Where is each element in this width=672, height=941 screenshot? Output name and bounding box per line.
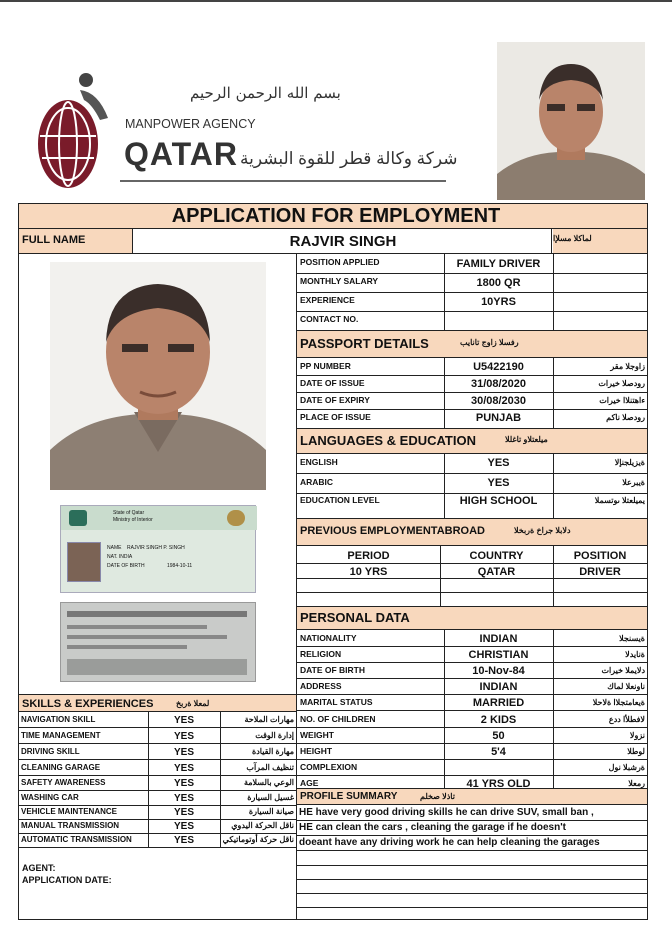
rule (297, 907, 647, 908)
passport-row-arabic: زاوجلا مقر (610, 362, 645, 371)
passport-title-arabic: رفسلا زاوج تانايب (460, 338, 519, 347)
passport-row-label: PP NUMBER (300, 361, 351, 371)
personal-row-label: HEIGHT (300, 746, 333, 756)
skill-label: DRIVING SKILL (21, 747, 80, 756)
personal-row-arabic: رمعلا (628, 779, 645, 788)
personal-row-label: NO. OF CHILDREN (300, 714, 376, 724)
personal-row-value: CHRISTIAN (468, 649, 529, 661)
position-row-value: 10YRS (481, 296, 516, 308)
id-card-title: State of Qatar (113, 510, 145, 516)
personal-row-value: 41 YRS OLD (466, 778, 531, 790)
rule (297, 273, 647, 274)
personal-row-label: WEIGHT (300, 730, 334, 740)
skills-title-arabic: لمعلا ةربخ (176, 699, 210, 708)
personal-row-label: AGE (300, 778, 319, 788)
applicant-photo-small (497, 42, 645, 200)
position-row-value: FAMILY DRIVER (456, 258, 541, 270)
personal-row-value: 5'4 (491, 746, 506, 758)
personal-row-label: COMPLEXION (300, 762, 358, 772)
id-name-label: NAME (107, 545, 122, 551)
position-row-label: EXPERIENCE (300, 295, 355, 305)
rule (297, 375, 647, 376)
profile-line: doeant have any driving work he can help cleaning the garages (299, 837, 600, 848)
rule (297, 493, 647, 494)
agency-arabic-name: شركة وكالة قطر للقوة البشرية (240, 149, 458, 168)
agent-label: AGENT: (22, 863, 56, 873)
rule (19, 743, 297, 744)
logo-underline (120, 180, 446, 182)
prev-period-value: 10 YRS (349, 566, 388, 578)
profile-title: PROFILE SUMMARY (300, 791, 398, 802)
personal-row-label: MARITAL STATUS (300, 697, 373, 707)
passport-row-label: DATE OF EXPIRY (300, 395, 370, 405)
language-row-value: YES (487, 477, 510, 489)
personal-row-value: 50 (492, 730, 505, 742)
skills-title: SKILLS & EXPERIENCES (22, 698, 154, 710)
profile-title-arabic: تاذلا صخلم (420, 792, 455, 801)
skill-arabic: ناقل الحركة اليدوي (231, 821, 294, 830)
personal-row-arabic: ةنايدلا (625, 650, 645, 659)
qatar-id-card-front (60, 505, 256, 593)
language-row-label: ARABIC (300, 477, 334, 487)
personal-row-arabic: ناونعلا لماك (607, 682, 645, 691)
passport-row-arabic: ءاهتنلاا خيرات (599, 396, 645, 405)
agency-name: QATAR (124, 136, 239, 172)
rule (297, 835, 647, 836)
skill-label: CLEANING GARAGE (21, 763, 101, 772)
rule (297, 710, 647, 711)
personal-row-value: INDIAN (479, 681, 518, 693)
skill-arabic: غسيل السيارة (247, 793, 294, 802)
rule (220, 712, 221, 848)
rule (297, 578, 647, 579)
skill-label: VEHICLE MAINTENANCE (21, 807, 118, 816)
rule (297, 727, 647, 728)
skill-value: YES (173, 731, 194, 742)
language-row-arabic: ةيزيلجنإلا (614, 458, 645, 467)
skill-arabic: مهارات الملاحة (244, 715, 294, 724)
rule (19, 805, 297, 806)
skill-value: YES (173, 793, 194, 804)
previous-title-arabic: دلابلا جراخ ةربخلا (514, 526, 571, 535)
skill-value: YES (173, 835, 194, 846)
qatar-emblem-icon (69, 510, 87, 526)
rule (297, 311, 647, 312)
passport-row-value: 30/08/2030 (470, 395, 527, 407)
rule (297, 850, 647, 851)
profile-line: HE have very good driving skills he can drive SUV, small ban , (299, 807, 594, 818)
rule (553, 454, 554, 518)
personal-row-value: 2 KIDS (480, 714, 517, 726)
skill-arabic: تنظيف المرآب (246, 763, 294, 772)
personal-row-label: DATE OF BIRTH (300, 665, 366, 675)
rule (19, 727, 297, 728)
passport-row-arabic: رودصلا ناكم (606, 413, 645, 422)
bismillah-text: بسم الله الرحمن الرحيم (190, 84, 341, 102)
passport-title: PASSPORT DETAILS (300, 336, 429, 351)
rule (19, 819, 297, 820)
globe-person-icon (34, 66, 114, 196)
profile-line: HE can clean the cars , cleaning the garage if he doesn't (299, 822, 566, 833)
personal-row-arabic: دلايملا خيرات (601, 666, 645, 675)
language-row-value: HIGH SCHOOL (459, 495, 538, 507)
personal-row-label: NATIONALITY (300, 633, 357, 643)
language-row-arabic: يميلعتلا ىوتسملا (594, 496, 645, 505)
rule (297, 563, 647, 564)
rule (297, 879, 647, 880)
skill-arabic: إدارة الوقت (255, 731, 294, 740)
applicant-photo-large (50, 262, 266, 490)
language-row-label: EDUCATION LEVEL (300, 495, 380, 505)
language-row-label: ENGLISH (300, 457, 338, 467)
id-name-value: RAJVIR SINGH P. SINGH (127, 545, 185, 551)
position-row-label: CONTACT NO. (300, 314, 359, 324)
prev-col-country: COUNTRY (469, 550, 524, 562)
moi-emblem-icon (227, 510, 245, 526)
rule (297, 292, 647, 293)
skill-label: MANUAL TRANSMISSION (21, 821, 120, 830)
prev-col-position: POSITION (573, 550, 627, 562)
qatar-id-card-back (60, 602, 256, 682)
rule (19, 759, 297, 760)
skill-arabic: الوعي بالسلامة (243, 778, 294, 787)
rule (553, 358, 554, 428)
skill-value: YES (173, 715, 194, 726)
full-name-arabic: لماكلا مسلإا (553, 234, 592, 243)
skill-label: NAVIGATION SKILL (21, 715, 96, 724)
skill-label: WASHING CAR (21, 793, 79, 802)
rule (19, 847, 297, 848)
rule (297, 678, 647, 679)
form-title: APPLICATION FOR EMPLOYMENT (171, 205, 501, 227)
rule (297, 893, 647, 894)
passport-row-value: PUNJAB (475, 412, 522, 424)
rule (297, 409, 647, 410)
rule (297, 592, 647, 593)
skill-arabic: ناقل حركة أوتوماتيكي (222, 835, 294, 844)
personal-row-arabic: ةيعامتجلاا ةلاحلا (592, 698, 645, 707)
language-row-value: YES (487, 457, 510, 469)
personal-row-arabic: ةرشبلا نول (608, 763, 645, 772)
personal-row-label: RELIGION (300, 649, 342, 659)
application-date-label: APPLICATION DATE: (22, 875, 112, 885)
rule (297, 743, 647, 744)
prev-col-period: PERIOD (347, 550, 390, 562)
rule (19, 775, 297, 776)
rule (297, 820, 647, 821)
id-dob-label: DATE OF BIRTH (107, 563, 145, 569)
personal-title: PERSONAL DATA (300, 610, 410, 625)
id-nationality: NAT. INDIA (107, 554, 133, 560)
rule (297, 759, 647, 760)
personal-row-arabic: نزولا (629, 731, 645, 740)
full-name-label: FULL NAME (22, 234, 86, 246)
language-row-arabic: ةيبرعلا (622, 478, 645, 487)
id-card-photo (67, 542, 101, 582)
full-name-value: RAJVIR SINGH (289, 233, 397, 250)
languages-title: LANGUAGES & EDUCATION (300, 433, 476, 448)
previous-title: PREVIOUS EMPLOYMENTABROAD (300, 525, 485, 537)
rule (19, 790, 297, 791)
passport-row-arabic: رودصلا خيرات (598, 379, 645, 388)
prev-country-value: QATAR (477, 566, 516, 578)
personal-row-value: 10-Nov-84 (472, 665, 525, 677)
skill-value: YES (173, 778, 194, 789)
rule (297, 646, 647, 647)
rule (19, 833, 297, 834)
passport-row-value: 31/08/2020 (470, 378, 527, 390)
languages-title-arabic: ميلعتلاو تاغللا (505, 435, 548, 444)
passport-row-label: PLACE OF ISSUE (300, 412, 371, 422)
rule (553, 630, 554, 788)
rule (297, 694, 647, 695)
personal-row-label: ADDRESS (300, 681, 342, 691)
agency-tagline: MANPOWER AGENCY (125, 117, 256, 131)
skill-value: YES (173, 747, 194, 758)
rule (297, 392, 647, 393)
skill-label: SAFETY AWARENESS (21, 778, 106, 787)
id-dob-value: 1984-10-11 (167, 563, 193, 569)
skill-value: YES (173, 821, 194, 832)
rule (297, 865, 647, 866)
rule (297, 775, 647, 776)
personal-row-arabic: لافطلأا ددع (608, 715, 645, 724)
skill-value: YES (173, 807, 194, 818)
skill-arabic: صيانة السيارة (248, 807, 294, 816)
prev-position-value: DRIVER (579, 566, 621, 578)
skill-label: AUTOMATIC TRANSMISSION (21, 835, 132, 844)
window-top-border (0, 0, 672, 2)
agency-logo (34, 66, 114, 196)
skill-arabic: مهارة القيادة (252, 747, 294, 756)
passport-row-value: U5422190 (473, 361, 524, 373)
personal-row-arabic: ةيسنجلا (619, 634, 645, 643)
rule (297, 473, 647, 474)
passport-row-label: DATE OF ISSUE (300, 378, 365, 388)
skill-label: TIME MANAGEMENT (21, 731, 101, 740)
position-row-value: 1800 QR (476, 277, 521, 289)
rule (297, 330, 647, 331)
personal-row-value: INDIAN (479, 633, 518, 645)
position-row-label: POSITION APPLIED (300, 257, 380, 267)
rule (297, 662, 647, 663)
position-row-label: MONTHLY SALARY (300, 276, 379, 286)
personal-row-arabic: لوطلا (627, 747, 645, 756)
personal-row-value: MARRIED (472, 697, 525, 709)
skill-value: YES (173, 763, 194, 774)
id-card-subtitle: Ministry of Interior (113, 517, 153, 523)
